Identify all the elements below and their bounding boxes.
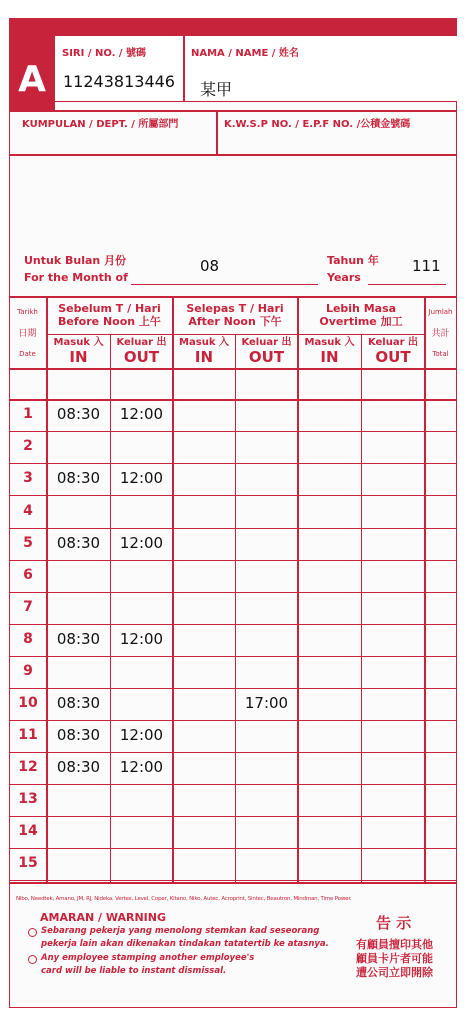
row-day-number: 15 [18,855,38,871]
years-label: Years [327,271,361,284]
row-divider [9,495,457,496]
notice-cn-line2: 顧員卡片者可能 [356,952,433,965]
am-out-cell: 12:00 [119,758,164,776]
card-top-strip [55,18,457,36]
total-column-header: Jumlah 共計 Total [428,308,453,358]
tahun-label: Tahun 年 [327,254,379,267]
row-divider [9,624,457,625]
am-in-cell: 08:30 [56,630,101,648]
am-in-header: Masuk 入 IN [53,337,104,366]
nama-value: 某甲 [200,80,233,99]
row-day-number: 4 [23,503,33,519]
pm-out-cell: 17:00 [244,694,289,712]
row-day-number: 6 [23,567,33,583]
am-out-cell: 12:00 [119,630,164,648]
row-divider [9,463,457,464]
brand-list: Nibo, Needtek, Amano, JM, RJ, Nideka, Vertex, Level, Coper, Kitano, Niko, Autec, Acroprint, Sintec, Beautron, Mindman, Time Power. [16,896,352,902]
am-out-header: Keluar 出 OUT [116,337,167,366]
am-out-cell: 12:00 [119,726,164,744]
pm-in-header: Masuk 入 IN [179,337,229,366]
row-day-number: 11 [18,727,38,743]
warning-title: AMARAN / WARNING [40,911,166,924]
row-day-number: 12 [18,759,38,775]
row-divider [9,848,457,849]
row-divider [9,752,457,753]
row-day-number: 10 [18,695,38,711]
row-divider [9,560,457,561]
am-in-cell: 08:30 [56,758,101,776]
row-day-number: 13 [18,791,38,807]
after-noon-header: Selepas T / Hari After Noon 下午 [186,302,284,328]
am-in-cell: 08:30 [56,469,101,487]
kumpulan-label: KUMPULAN / DEPT. / 所屬部門 [22,119,179,130]
month-value: 08 [200,257,220,275]
am-out-cell: 12:00 [119,534,164,552]
row-day-number: 5 [23,535,33,551]
notice-title-cn: 告 示 [376,914,412,932]
row-divider [9,431,457,432]
row-divider [9,816,457,817]
ot-out-header: Keluar 出 OUT [367,337,419,366]
row-day-number: 3 [23,470,33,486]
row-divider [9,720,457,721]
ot-in-header: Masuk 入 IN [304,337,355,366]
am-in-cell: 08:30 [56,726,101,744]
am-out-cell: 12:00 [119,469,164,487]
row-divider [9,592,457,593]
date-column-header: Tarikh 日期 Date [17,308,38,358]
row-divider [9,784,457,785]
warning-ms-line1: Sebarang pekerja yang menolong stemkan kad seseorang [41,926,320,936]
siri-label: SIRI / NO. / 號碼 [62,48,147,59]
bullet-icon [28,955,37,964]
overtime-header: Lebih Masa Overtime 加工 [319,302,403,328]
siri-value: 11243813446 [63,72,175,91]
am-out-cell: 12:00 [119,405,164,423]
notice-cn-line3: 遭公司立即開除 [356,966,433,979]
bulan-label: Untuk Bulan 月份 [24,254,127,267]
notice-cn-line1: 有顧員擅印其他 [356,938,433,951]
warning-en-line1: Any employee stamping another employee's [41,953,255,963]
card-letter-badge: A [9,18,55,110]
warning-en-line2: card will be liable to instant dismissal. [41,966,227,976]
am-in-cell: 08:30 [56,534,101,552]
row-divider [9,688,457,689]
row-day-number: 1 [23,406,33,422]
row-day-number: 7 [23,599,33,615]
month-label: For the Month of [24,271,128,284]
pm-out-header: Keluar 出 OUT [241,337,292,366]
kwsp-label: K.W.S.P NO. / E.P.F NO. /公積金號碼 [224,119,411,130]
time-card [9,18,457,1008]
warning-ms-line2: pekerja lain akan dikenakan tindakan tatatertib ke atasnya. [41,939,329,949]
row-divider [9,528,457,529]
year-value: 111 [412,257,441,275]
nama-label: NAMA / NAME / 姓名 [191,48,299,59]
row-day-number: 14 [18,823,38,839]
row-divider [9,880,457,881]
am-in-cell: 08:30 [56,694,101,712]
bullet-icon [28,928,37,937]
row-day-number: 8 [23,631,33,647]
row-day-number: 9 [23,663,33,679]
row-divider [9,656,457,657]
am-in-cell: 08:30 [56,405,101,423]
row-day-number: 2 [23,438,33,454]
before-noon-header: Sebelum T / Hari Before Noon 上午 [58,302,161,328]
